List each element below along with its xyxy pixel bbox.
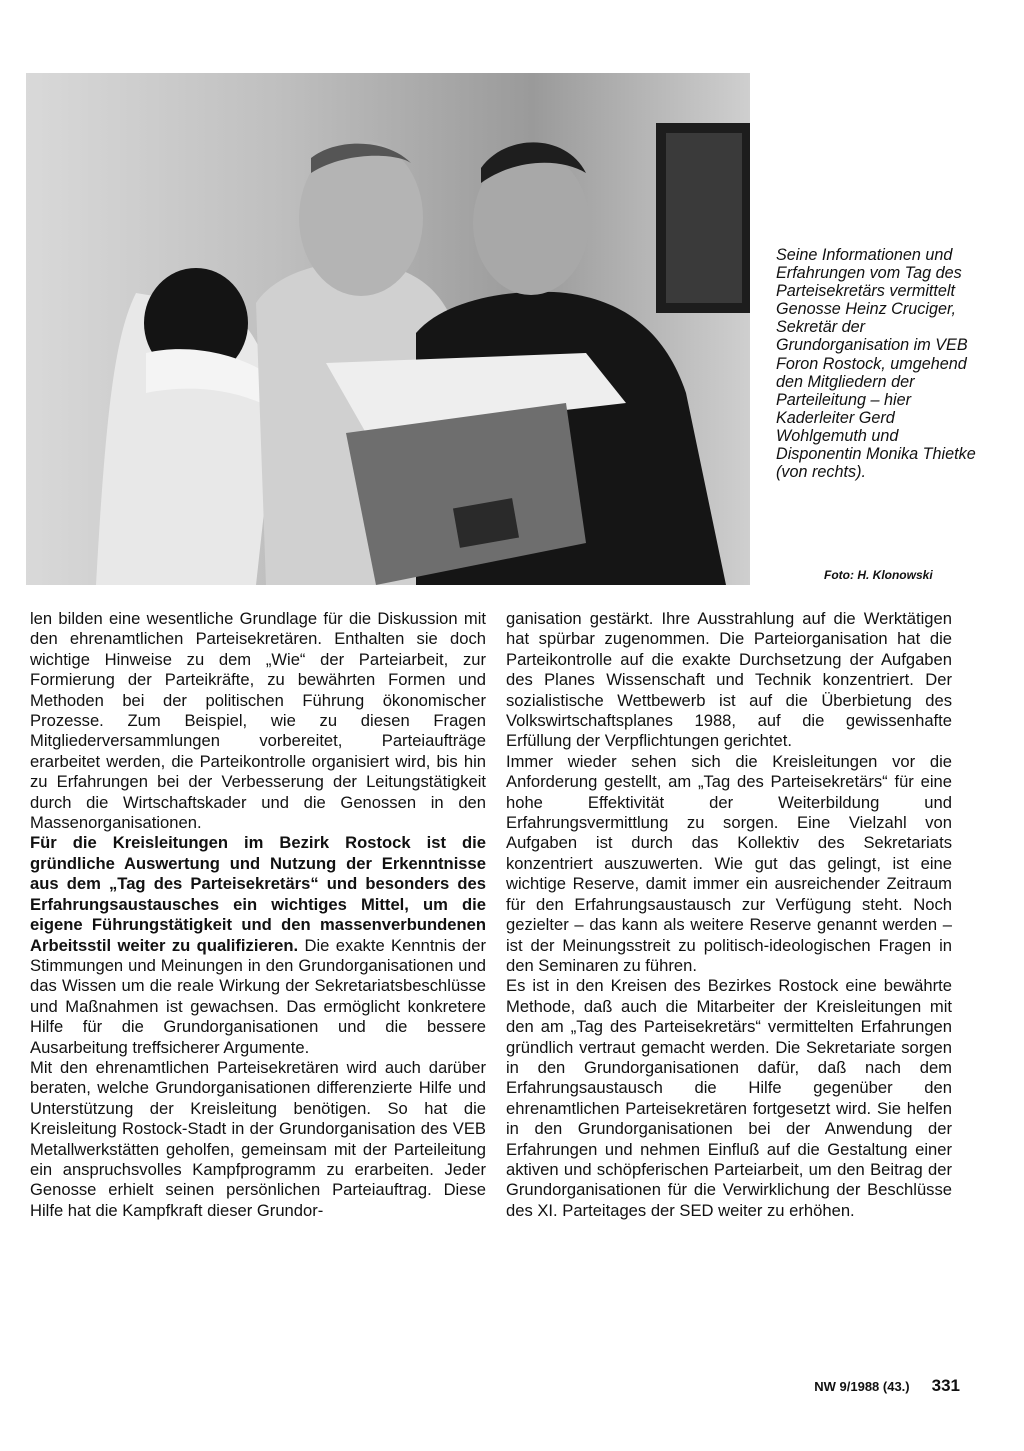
page-number: 331 [931, 1376, 960, 1395]
right-paragraph-1: ganisation gestärkt. Ihre Ausstrahlung auf die Werktätigen hat spürbar zugenommen. Die Parteiorganisation hat die Parteikontrolle auf die exakte Durchsetzung der Aufgaben des Planes Wissenschaft und Technik konzentriert. Der sozialistische Wettbewerb ist auf die Überbietung des Volkswirtschaftsplanes 1988, auf die gewissenhafte Erfüllung der Verpflichtungen gerichtet. [506, 609, 952, 751]
page-footer [770, 1376, 960, 1396]
photo-credit: Foto: H. Klonowski [824, 568, 933, 582]
issue-label: NW 9/1988 (43.) [814, 1379, 910, 1394]
left-paragraph-1: len bilden eine wesentliche Grundlage für die Diskussion mit den ehrenamtlichen Parteisekretären. Enthalten sie doch wichtige Hinweise zu dem „Wie“ der Parteiarbeit, zur Formierung der Parteikräfte, zu bewährten Formen und Methoden bei der politischen Führung ökonomischer Prozesse. Zum Beispiel, wie zu diesen Fragen Mitgliederversammlungen vorbereitet, Parteiaufträge erarbeitet werden, die Parteikontrolle organisiert wird, bis hin zu Erfahrungen bei der Verbesserung der Leitungstätigkeit durch die Wirtschaftskader und die Genossen in den Massenorganisationen. [30, 609, 486, 833]
right-paragraph-2: Immer wieder sehen sich die Kreisleitungen vor die Anforderung gestellt, am „Tag des Parteisekretärs“ für eine hohe Effektivität der Weiterbildung und Erfahrungsvermittlung zu sorgen. Eine Vielzahl von Aufgaben ist durch das Kollektiv des Sekretariats konzentriert auszuwerten. Wie gut das gelingt, ist eine wichtige Reserve, damit immer ein ausreichender Zeitraum für den Erfahrungsaustausch zur Verfügung steht. Noch gezielter – das kann als weitere Reserve genannt werden – ist der Meinungsstreit zu politisch-ideologischen Fragen in den Seminaren zu führen. [506, 751, 952, 975]
left-paragraph-2-rest: Die exakte Kenntnis der Stimmungen und Meinungen in den Grundorganisationen und das Wissen um die reale Wirkung der Sekretariatsbeschlüsse und Maßnahmen ist gewachsen. Das ermöglicht konkretere Hilfe für die Grundorganisationen und die bessere Ausarbeitung treffsicherer Argumente. [30, 935, 487, 1057]
left-paragraph-2 [30, 833, 486, 1057]
caption-text: Seine Informationen und Erfahrungen vom Tag des Parteisekretärs vermittelt Genosse Heinz Cruciger, Sekretär der Grundorganisation im VEB Foron Rostock, umgehend den Mitgliedern der Parteileitung – hier Kaderleiter Gerd Wohlgemuth und Disponentin Monika Thietke (von rechts). [776, 246, 976, 482]
left-column [30, 609, 486, 1221]
article-photo [26, 73, 750, 585]
left-paragraph-2-bold: Für die Kreisleitungen im Bezirk Rostock ist die gründliche Auswertung und Nutzung der Erkenntnisse aus dem „Tag des Parteisekretärs“ und besonders des Erfahrungsaustausches ein wichtiges Mittel, um die eigene Führungstätigkeit und den massenverbundenen Arbeitsstil weiter zu qualifizieren. [30, 833, 486, 955]
photo-caption [776, 246, 976, 481]
left-paragraph-3: Mit den ehrenamtlichen Parteisekretären wird auch darüber beraten, welche Grundorganisationen differenzierte Hilfe und Unterstützung der Kreisleitung benötigen. So hat die Kreisleitung Rostock-Stadt in der Grundorganisation des VEB Metallwerkstätten geholfen, gemeinsam mit der Parteileitung ein anspruchsvolles Kampfprogramm zu erarbeiten. Jeder Genosse erhielt seinen persönlichen Parteiauftrag. Diese Hilfe hat die Kampfkraft dieser Grundor- [30, 1057, 486, 1220]
right-paragraph-3: Es ist in den Kreisen des Bezirkes Rostock eine bewährte Methode, daß auch die Mitarbeiter der Kreisleitungen mit den am „Tag des Parteisekretärs“ vermittelten Erfahrungen gründlich vertraut gemacht werden. Die Sekretariate sorgen in den Grundorganisationen dafür, daß nach dem Erfahrungsaustausch die Hilfe gegenüber den ehrenamtlichen Parteisekretären fortgesetzt wird. Sie helfen in den Grundorganisationen bei der Anwendung der Erfahrungen und nehmen Einfluß auf die Gestaltung einer aktiven und schöpferischen Parteiarbeit, um den Beitrag der Grundorganisationen für die Verwirklichung der Beschlüsse des XI. Parteitages der SED weiter zu erhöhen. [506, 976, 952, 1220]
right-column [506, 609, 952, 1221]
photo-illustration [26, 73, 750, 585]
